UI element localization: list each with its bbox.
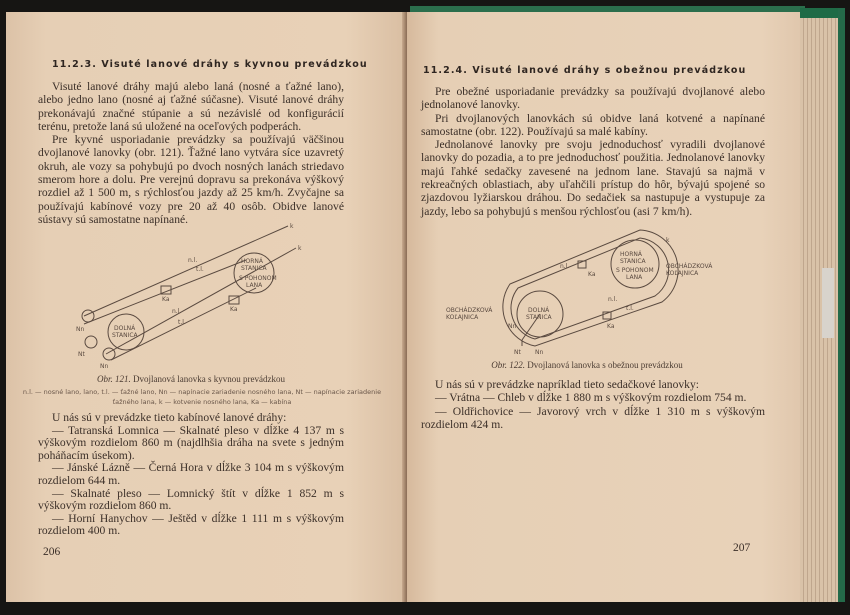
list-item: — Vrátna — Chleb v dĺžke 1 880 m s výškovým rozdielom 754 m. [435,391,747,405]
page-edges [800,14,840,602]
diagram-label: k [666,237,670,244]
paragraph: Visuté lanové dráhy majú alebo laná (nosné a ťažné lano), alebo jedno lano (nosné aj ťažné súčasne). Visuté lanové dráhy prekonávajú značné stúpanie a sú nezávislé od konfigurácií terénu, pretože laná sú uložené na oceľových podperách. [38,80,344,133]
list-item: — Horní Hanychov — Ještěd v dĺžke 1 111 m s výškovým rozdielom 400 m. [38,511,344,538]
diagram-label: STANICA [526,314,552,321]
diagram-label: Nn [535,349,544,356]
body-text [421,85,765,218]
diagram-label: STANICA [112,332,138,339]
figure-number: Obr. 121. [97,374,131,384]
diagram-label: KOĽAJNICA [666,270,699,277]
diagram-label: t.l. [196,266,204,273]
figure-caption [36,374,346,385]
section-heading: 11.2.3. Visuté lanové dráhy s kyvnou prevádzkou [52,59,368,70]
list-item: — Jánské Lázně — Černá Hora v dĺžke 3 104 m s výškovým rozdielom 644 m. [38,461,344,487]
diagram-label: Ka [607,323,615,330]
diagram-label: Nn [76,326,85,333]
list-item: — Skalnaté pleso — Lomnický štít v dĺžke 1 852 m s výškovým rozdielom 860 m. [38,486,344,513]
section-heading: 11.2.4. Visuté lanové dráhy s obežnou prevádzkou [423,65,747,76]
diagram-label: t.l. [626,305,634,312]
diagram-label: DOLNÁ [528,307,550,314]
diagram-label: OBCHÁDZKOVÁ [666,263,713,270]
bookmark-tab [822,268,834,338]
cable [84,260,246,324]
diagram-label: n.l. [172,308,182,315]
diagram-label: STANICA [620,258,646,265]
diagram-label: S POHONOM [239,275,277,282]
right-page [407,12,800,602]
diagram-label: Ka [230,306,238,313]
paragraph: Pre kyvné usporiadanie prevádzky sa používajú väčšinou dvojlanové lanovky (obr. 121). Ťažné lano vytvára síce uzavretý okruh, ale vozy sa pohybujú po dvoch nosných lanách striedavo smerom hore a dolu. Pre verejnú dopravu sa prekonáva výškový rozdiel až 1 500 m, s rýchlosťou jazdy až 25 km/h. Zvyčajne sa používajú kabínové vozy pre 20 až 40 osôb. Obidve lanové sústavy sú samostatne napínané. [38,133,344,226]
caption-text: Dvojlanová lanovka s kyvnou prevádzkou [133,374,285,384]
book-cover-side [838,8,845,602]
diagram-label: Nn [100,363,109,370]
list-intro: U nás sú v prevádzke napríklad tieto sedačkové lanovky: [435,378,699,391]
list-item: — Oldřichovice — Javorový vrch v dĺžke 1 310 m s výškovým rozdielom 424 m. [421,404,765,431]
figure-caption [427,360,747,371]
page-number: 207 [733,542,751,554]
diagram-label: Nt [514,349,521,356]
diagram-label: t.l. [178,319,186,326]
list-item: — Tatranská Lomnica — Skalnaté pleso v dĺžke 4 137 m s výškovým rozdielom 860 m (najdlhšia dráha na svete s jedným poháňacím úsekom). [38,423,344,462]
diagram-label: S POHONOM [616,267,654,274]
diagram-label: k [298,245,302,252]
cable-loop [511,238,669,339]
figure-number: Obr. 122. [491,360,526,370]
diagram-label: LANA [626,274,643,281]
diagram-label: Nt [78,351,85,358]
diagram-label: HORNÁ [241,258,263,265]
figure-legend: n.l. — nosné lano, lano, t.l. — ťažné lano, Nn — napínacie zariadenie nosného lana, Nt — napínacie zariadenie ťažného lana, k — kotvenie nosného lana, Ka — kabína [22,388,382,406]
figure-121-diagram [66,220,306,370]
caption-text: Dvojlanová lanovka s obežnou prevádzkou [527,360,683,370]
left-page [6,12,406,602]
diagram-label: LANA [246,282,263,289]
diagram-label: k [290,223,294,230]
diagram-label: Nn [508,323,517,330]
diagram-label: OBCHÁDZKOVÁ [446,307,493,314]
diagram-label: DOLNÁ [114,325,136,332]
diagram-label: n.l. [188,257,198,264]
list-text [38,412,344,538]
figure-122-diagram [440,218,730,358]
list-intro: U nás sú v prevádzke tieto kabínové lanové dráhy: [52,411,287,424]
paragraph: Jednolanové lanovky pre svoju jednoduchosť vyradili dvojlanové lanovky do pozadia, a to pre jednoduchosť použitia. Jednolanové lanovky majú ľahké sedačky zavesené na jednom lane. Stavajú sa najmä v rekreačných oblastiach, aby uľahčili prístup do hôr, bývajú spojené so zjazdovou lyžiarskou dráhou. Do sedačiek sa nastupuje a vystupuje za jazdy, lebo sa pohybujú s menšou rýchlosťou (asi 7 km/h). [421,138,765,218]
paragraph: Pre obežné usporiadanie prevádzky sa používajú dvojlanové alebo jednolanové lanovky. [421,85,765,112]
diagram-label: STANICA [241,265,267,272]
diagram-label: n.l. [608,296,618,303]
body-text [38,80,344,226]
paragraph: Pri dvojlanových lanovkách sú obidve laná kotvené a napínané samostatne (obr. 122). Používajú sa malé kabíny. [421,111,765,138]
diagram-label: Ka [588,271,596,278]
diagram-label: n.l. [560,263,570,270]
list-text [421,378,765,431]
diagram-label: Ka [162,296,170,303]
diagram-label: HORNÁ [620,251,642,258]
page-number: 206 [43,546,61,558]
diagram-label: KOĽAJNICA [446,314,479,321]
